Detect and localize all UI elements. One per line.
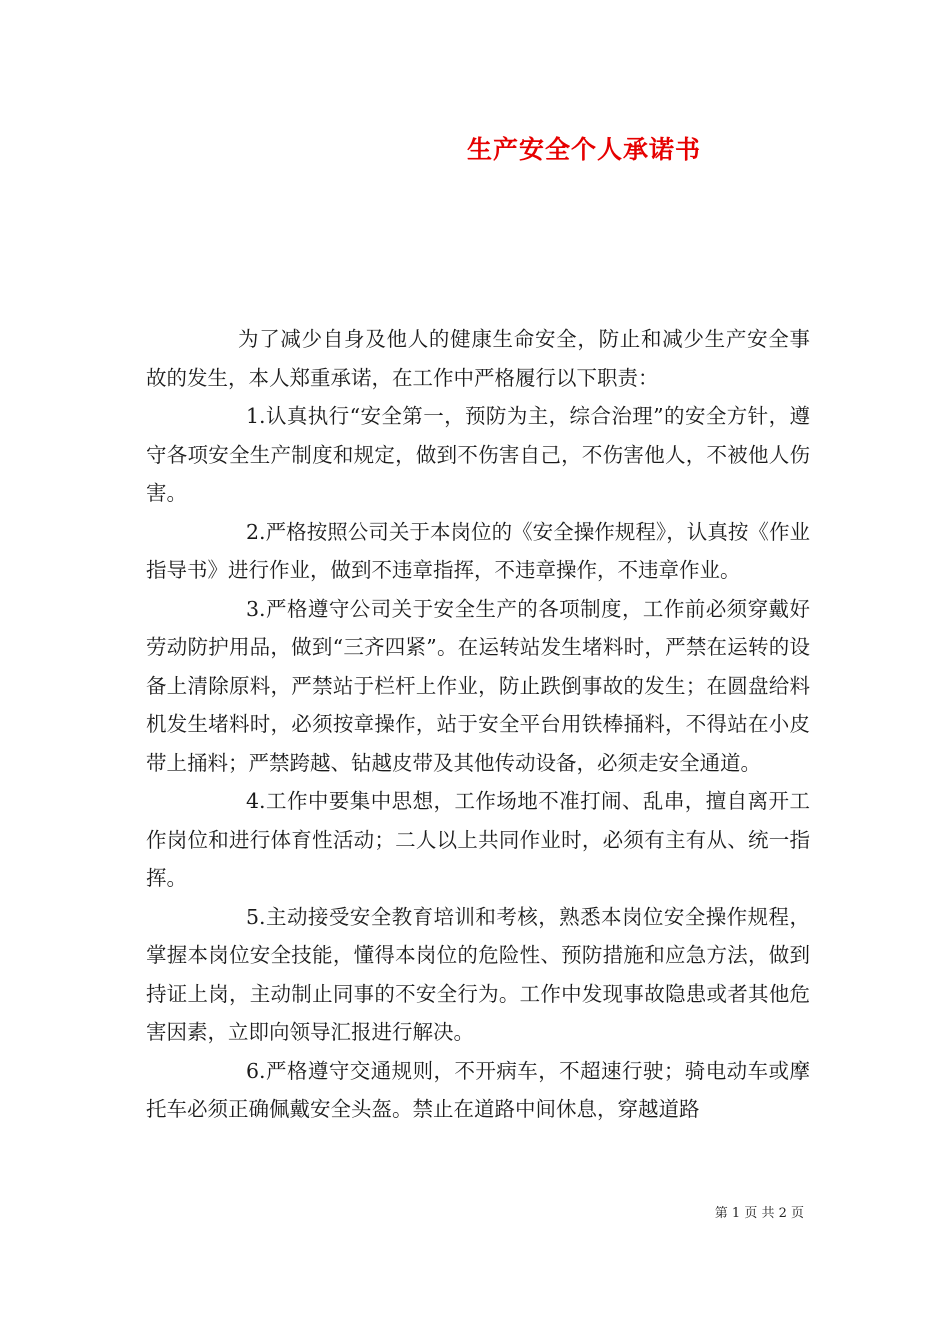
clause-3-paragraph: 3.严格遵守公司关于安全生产的各项制度，工作前必须穿戴好劳动防护用品，做到“三齐四紧”。在运转站发生堵料时，严禁在运转的设备上清除原料，严禁站于栏杆上作业，防止跌倒事故的发生；在圆盘给料机发生堵料时，必须按章操作，站于安全平台用铁棒捅料，不得站在小皮带上捅料；严禁跨越、钻越皮带及其他传动设备，必须走安全通道。 xyxy=(146,596,810,775)
intro-paragraph: 为了减少自身及他人的健康生命安全，防止和减少生产安全事故的发生，本人郑重承诺，在工作中严格履行以下职责： xyxy=(146,327,810,390)
document-body xyxy=(146,320,810,1129)
clause-4-paragraph: 4.工作中要集中思想，工作场地不准打闹、乱串，擅自离开工作岗位和进行体育性活动；二人以上共同作业时，必须有主有从、统一指挥。 xyxy=(146,789,810,890)
clause-2-paragraph: 2.严格按照公司关于本岗位的《安全操作规程》，认真按《作业指导书》进行作业，做到不违章指挥，不违章操作，不违章作业。 xyxy=(146,519,810,582)
document-title: 生产安全个人承诺书 xyxy=(466,135,701,164)
page-number-footer: 第 1 页 共 2 页 xyxy=(714,1206,804,1221)
clause-6-paragraph: 6.严格遵守交通规则，不开病车，不超速行驶；骑电动车或摩托车必须正确佩戴安全头盔。禁止在道路中间休息，穿越道路 xyxy=(146,1058,810,1121)
clause-5-paragraph: 5.主动接受安全教育培训和考核，熟悉本岗位安全操作规程，掌握本岗位安全技能，懂得本岗位的危险性、预防措施和应急方法，做到持证上岗，主动制止同事的不安全行为。工作中发现事故隐患或者其他危害因素，立即向领导汇报进行解决。 xyxy=(146,904,810,1044)
clause-1-paragraph: 1.认真执行“安全第一，预防为主，综合治理”的安全方针，遵守各项安全生产制度和规定，做到不伤害自己，不伤害他人，不被他人伤害。 xyxy=(146,404,810,505)
